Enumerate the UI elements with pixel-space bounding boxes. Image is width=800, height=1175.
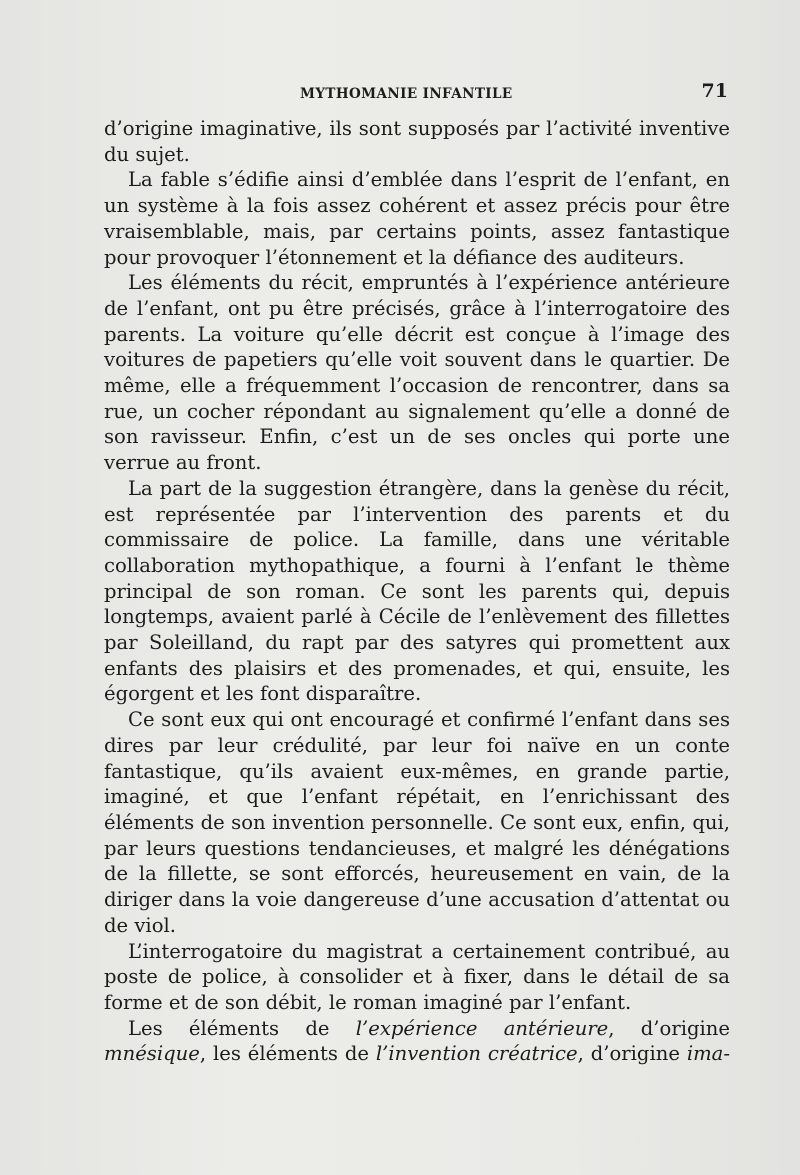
page-header: [104, 80, 728, 106]
paragraph-5: Ce sont eux qui ont encouragé et confirmé l’enfant dans ses dires par leur crédulité, par leur foi naïve en un conte fantastique, qu’ils avaient eux-mêmes, en grande partie, imaginé, et que l’enfant répétait, en l’enrichissant des éléments de son invention personnelle. Ce sont eux, enfin, qui, par leurs questions tendancieuses, et malgré les dénégations de la fillette, se sont efforcés, heureusement en vain, de la diriger dans la voie dangereuse d’une accusation d’attentat ou de viol.: [104, 708, 730, 937]
paragraph-3: Les éléments du récit, empruntés à l’expérience antérieure de l’enfant, ont pu être précisés, grâce à l’interrogatoire des parents. La voiture qu’elle décrit est conçue à l’image des voitures de papetiers qu’elle voit souvent dans le quartier. De même, elle a fréquemment l’occasion de rencontrer, dans sa rue, un cocher répondant au signalement qu’elle a donné de son ravisseur. Enfin, c’est un de ses oncles qui porte une verrue au front.: [104, 271, 730, 475]
page-number: 71: [701, 80, 728, 102]
paragraph-1: d’origine imaginative, ils sont supposés par l’activité inventive du sujet.: [104, 117, 730, 166]
p7-italic-ima: ima-: [686, 1042, 730, 1066]
p7-italic-mnesique: mnésique: [104, 1042, 200, 1066]
paragraph-7: [104, 1016, 730, 1067]
p7-text-g: , d’origine: [577, 1042, 687, 1066]
paragraph-2: La fable s’édifie ainsi d’emblée dans l’esprit de l’enfant, en un système à la fois assez cohérent et assez précis pour être vraisemblable, mais, par certains points, assez fantastique pour provoquer l’étonnement et la défiance des auditeurs.: [104, 168, 730, 269]
running-title: MYTHOMANIE INFANTILE: [300, 86, 513, 102]
p7-italic-invention: l’invention créatrice: [375, 1042, 578, 1066]
p7-text-e: , les éléments de: [199, 1042, 376, 1066]
paragraph-6: L’interrogatoire du magistrat a certainement contribué, au poste de police, à consolider et à fixer, dans le détail de sa forme et de son débit, le roman imaginé par l’enfant.: [104, 939, 730, 1014]
p7-italic-experience: l’expérience antérieure: [355, 1016, 609, 1040]
body-text: [104, 116, 730, 1067]
p7-text-a: Les éléments de: [128, 1016, 356, 1040]
p7-text-c: , d’origine: [608, 1016, 730, 1040]
paragraph-4: La part de la suggestion étrangère, dans la genèse du récit, est représentée par l’intervention des parents et du commissaire de police. La famille, dans une véritable collaboration mythopathique, a fourni à l’enfant le thème principal de son roman. Ce sont les parents qui, depuis longtemps, avaient parlé à Cécile de l’enlèvement des fillettes par Soleilland, du rapt par des satyres qui promettent aux enfants des plaisirs et des promenades, et qui, ensuite, les égorgent et les font disparaître.: [104, 476, 730, 706]
